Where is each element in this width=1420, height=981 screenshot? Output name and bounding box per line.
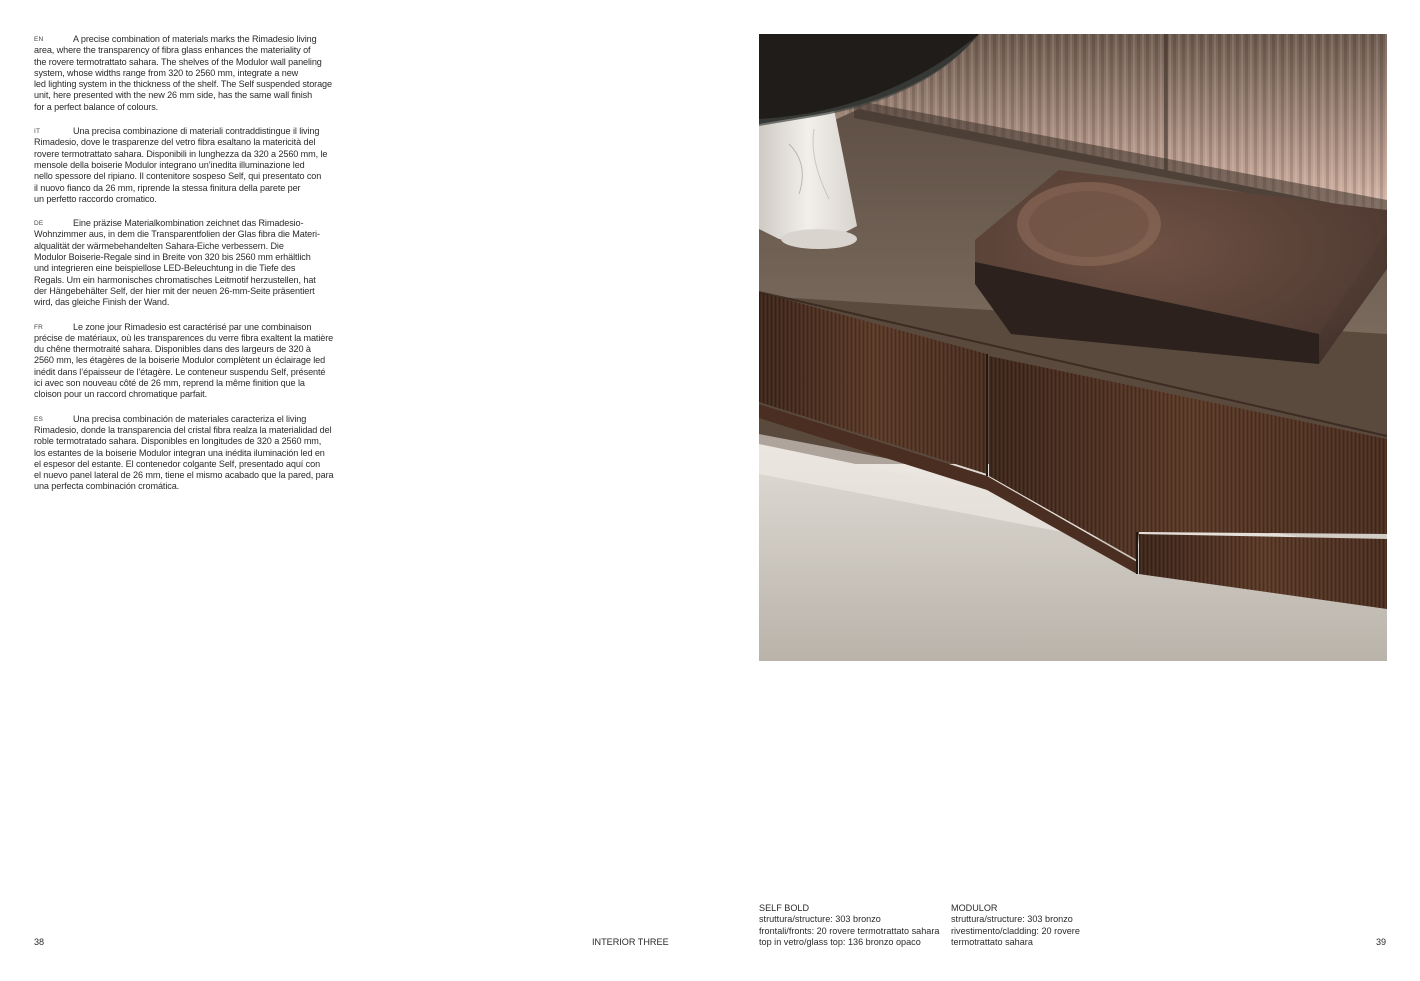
description-line: una perfecta combinación cromática. bbox=[34, 481, 180, 492]
description-line: Wohnzimmer aus, in dem die Transparentfolien der Glas fibra die Materi- bbox=[34, 229, 320, 240]
description-line: und integrieren eine beispiellose LED-Beleuchtung in die Tiefe des bbox=[34, 263, 296, 274]
furniture-illustration bbox=[759, 34, 1387, 661]
product-photo bbox=[759, 34, 1387, 661]
spec-title: SELF BOLD bbox=[759, 903, 810, 913]
page-number-right: 39 bbox=[1376, 937, 1387, 947]
description-line: cloison pour un raccord chromatique parfait. bbox=[34, 389, 208, 400]
description-line: alqualität der wärmebehandelten Sahara-Eiche verbessern. Die bbox=[34, 240, 284, 251]
description-line: led lighting system in the thickness of the shelf. The Self suspended storage bbox=[34, 79, 332, 90]
description-en bbox=[34, 34, 344, 113]
description-line: 2560 mm, les étagères de la boiserie Modulor complètent un éclairage led bbox=[34, 355, 326, 366]
description-paragraph bbox=[34, 218, 344, 308]
description-line: du chêne thermotraité sahara. Disponibles dans des largeurs de 320 à bbox=[34, 344, 311, 355]
description-it bbox=[34, 126, 344, 205]
section-title: INTERIOR THREE bbox=[592, 937, 669, 947]
description-line: rovere termotrattato sahara. Disponibili in lunghezza da 320 a 2560 mm, le bbox=[34, 148, 328, 159]
description-line: Eine präzise Materialkombination zeichnet das Rimadesio- bbox=[73, 218, 304, 229]
spec-modulor bbox=[951, 903, 1080, 948]
description-line: Le zone jour Rimadesio est caractérisé par une combinaison bbox=[73, 321, 312, 332]
description-line: mensole della boiserie Modulor integrano un’inedita illuminazione led bbox=[34, 159, 305, 170]
description-line: der Hängebehälter Self, der hier mit der neuen 26-mm-Seite präsentiert bbox=[34, 285, 315, 296]
description-line: the rovere termotrattato sahara. The shelves of the Modulor wall paneling bbox=[34, 56, 322, 67]
description-paragraph bbox=[34, 322, 344, 401]
description-line: Una precisa combinazione di materiali contraddistingue il living bbox=[73, 126, 320, 137]
description-es bbox=[34, 414, 344, 493]
spec-line: struttura/structure: 303 bronzo bbox=[951, 914, 1073, 925]
description-line: nello spessore del ripiano. Il contenitore sospeso Self, qui presentato con bbox=[34, 171, 322, 182]
description-line: Una precisa combinación de materiales caracteriza el living bbox=[73, 413, 307, 424]
description-line: A precise combination of materials marks the Rimadesio living bbox=[73, 34, 317, 44]
spec-line: top in vetro/glass top: 136 bronzo opaco bbox=[759, 936, 921, 947]
description-line: un perfetto raccordo cromatico. bbox=[34, 193, 157, 204]
description-column bbox=[34, 34, 344, 506]
spec-line: frontali/fronts: 20 rovere termotrattato sahara bbox=[759, 925, 940, 936]
language-code: FR bbox=[34, 323, 44, 331]
description-paragraph bbox=[34, 414, 344, 493]
language-code: EN bbox=[34, 36, 44, 43]
description-line: el espesor del estante. El contenedor colgante Self, presentado aquí con bbox=[34, 458, 321, 469]
description-line: el nuevo panel lateral de 26 mm, tiene el mismo acabado que la pared, para bbox=[34, 470, 334, 481]
spec-title: MODULOR bbox=[951, 903, 998, 913]
description-de bbox=[34, 218, 344, 308]
description-line: ici avec son nouveau côté de 26 mm, reprend la même finition que la bbox=[34, 378, 305, 389]
page-number-left: 38 bbox=[34, 937, 45, 947]
description-line: précise de matériaux, où les transparences du verre fibra exaltent la matière bbox=[34, 332, 334, 343]
spec-line: struttura/structure: 303 bronzo bbox=[759, 914, 881, 925]
description-line: los estantes de la boiserie Modulor integran una inédita iluminación led en bbox=[34, 447, 325, 458]
language-code: ES bbox=[34, 415, 44, 423]
spec-self-bold bbox=[759, 903, 939, 948]
description-line: unit, here presented with the new 26 mm side, has the same wall finish bbox=[34, 90, 313, 101]
description-line: Regals. Um ein harmonisches chromatisches Leitmotif herzustellen, hat bbox=[34, 274, 316, 285]
description-line: Rimadesio, donde la transparencia del cristal fibra realza la materialidad del bbox=[34, 424, 332, 435]
description-line: inédit dans l’épaisseur de l’étagère. Le conteneur suspendu Self, présenté bbox=[34, 366, 326, 377]
description-line: area, where the transparency of fibra glass enhances the materiality of bbox=[34, 45, 311, 56]
spec-line: rivestimento/cladding: 20 rovere bbox=[951, 925, 1080, 936]
description-line: for a perfect balance of colours. bbox=[34, 101, 159, 112]
description-line: Rimadesio, dove le trasparenze del vetro fibra esaltano la matericità del bbox=[34, 137, 316, 148]
description-paragraph bbox=[34, 34, 344, 113]
description-line: roble termotratado sahara. Disponibles en longitudes de 320 a 2560 mm, bbox=[34, 436, 322, 447]
language-code: DE bbox=[34, 220, 44, 228]
language-code: IT bbox=[34, 128, 41, 136]
description-paragraph bbox=[34, 126, 344, 205]
description-line: system, whose widths range from 320 to 2560 mm, integrate a new bbox=[34, 67, 299, 78]
description-fr bbox=[34, 322, 344, 401]
description-line: il nuovo fianco da 26 mm, riprende la stessa finitura della parete per bbox=[34, 182, 301, 193]
description-line: wird, das gleiche Finish der Wand. bbox=[34, 297, 170, 308]
description-line: Modulor Boiserie-Regale sind in Breite von 320 bis 2560 mm erhältlich bbox=[34, 252, 311, 263]
spec-line: termotrattato sahara bbox=[951, 936, 1033, 947]
